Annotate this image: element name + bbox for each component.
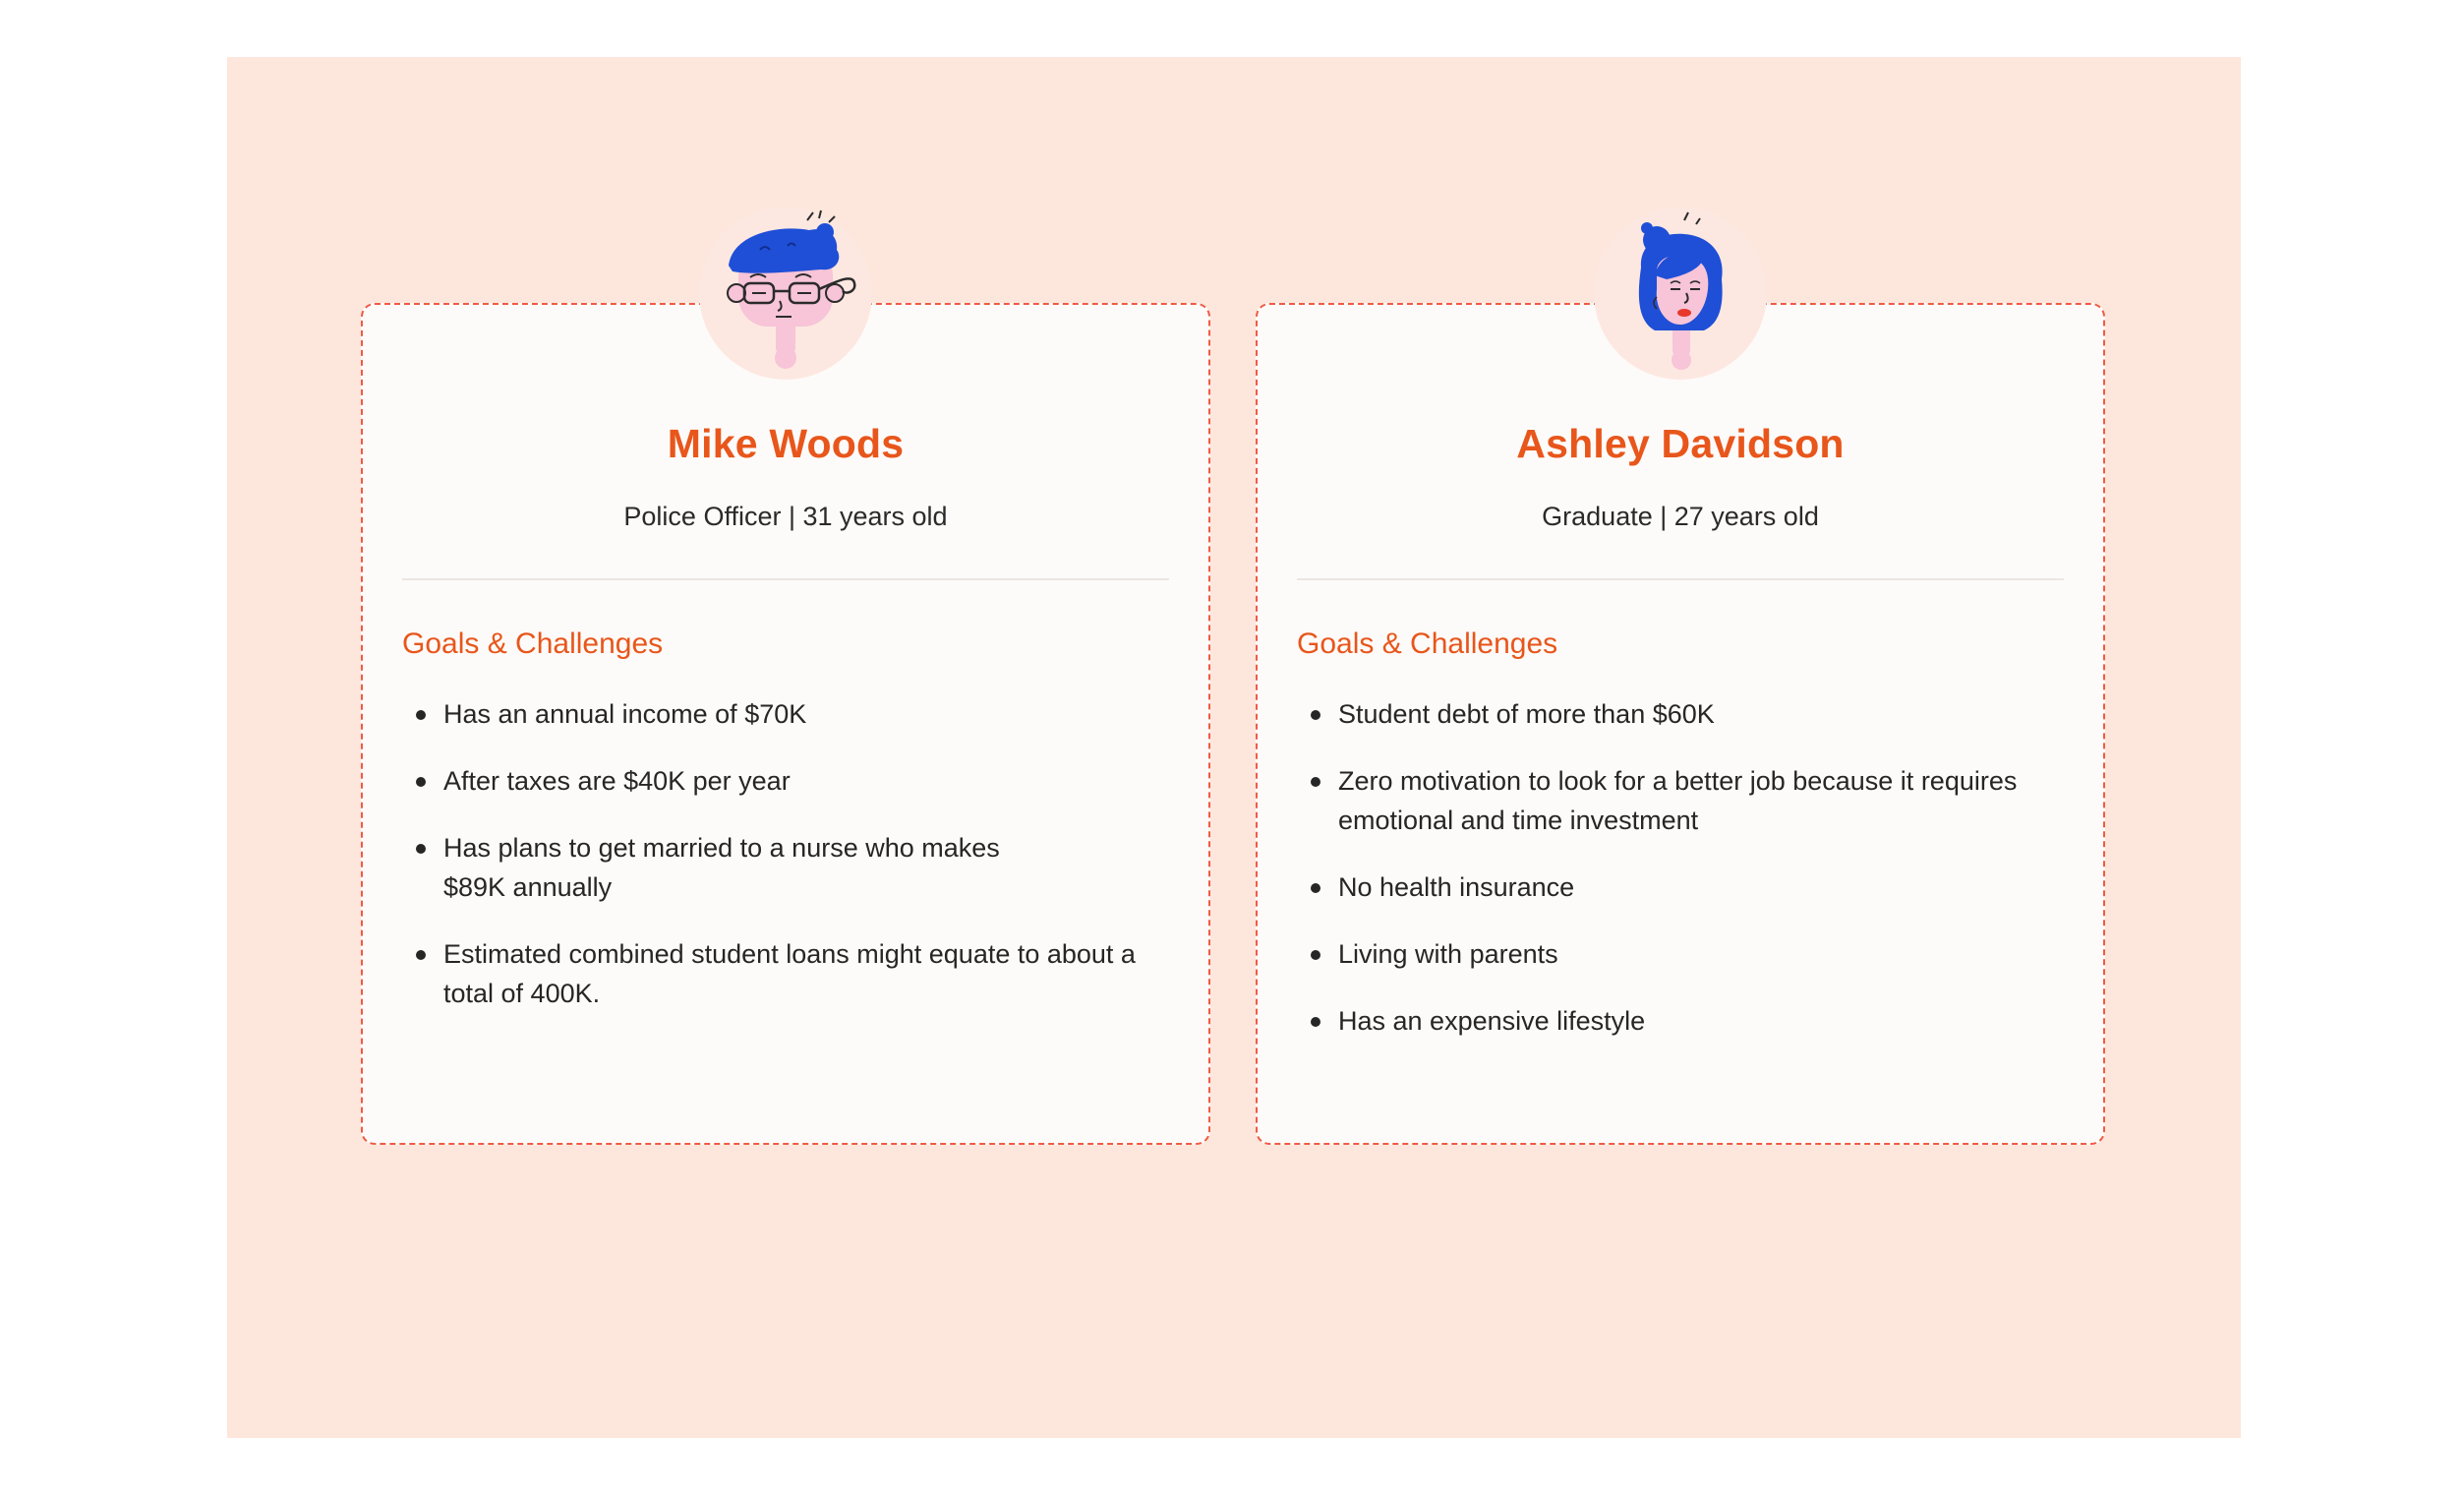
list-item: [402, 694, 1169, 734]
list-item-text: No health insurance: [1338, 872, 1575, 902]
goals-list: [402, 694, 1169, 1041]
list-item-text: Student debt of more than $60K: [1338, 699, 1715, 729]
persona-subtitle: Graduate | 27 years old: [1542, 502, 1819, 531]
list-item-text: Living with parents: [1338, 939, 1558, 969]
list-item-text: After taxes are $40K per year: [443, 766, 791, 796]
bullet-icon: [1311, 710, 1320, 720]
list-item: [1297, 934, 2064, 974]
divider: [402, 578, 1169, 580]
list-item-text: Estimated combined student loans might equate to about a total of 400K.: [443, 939, 1136, 1008]
bullet-icon: [416, 950, 426, 960]
list-item-text: Has plans to get married to a nurse who makes $89K annually: [443, 833, 1000, 902]
persona-card-mike-woods: [361, 303, 1210, 1145]
section-title: Goals & Challenges: [402, 627, 664, 660]
bullet-icon: [416, 844, 426, 854]
avatar: [1594, 207, 1767, 380]
bullet-icon: [1311, 777, 1320, 787]
list-item: [1297, 867, 2064, 907]
man-with-glasses-avatar-icon: [699, 207, 872, 380]
avatar: [699, 207, 872, 380]
bullet-icon: [1311, 883, 1320, 893]
list-item: [1297, 761, 2064, 840]
persona-subtitle: Police Officer | 31 years old: [623, 502, 948, 531]
persona-card-ashley-davidson: [1256, 303, 2105, 1145]
persona-name: Mike Woods: [667, 421, 905, 466]
list-item-text: Has an expensive lifestyle: [1338, 1006, 1646, 1036]
persona-name: Ashley Davidson: [1516, 421, 1845, 466]
list-item: [402, 828, 1169, 907]
list-item-text: Has an annual income of $70K: [443, 699, 807, 729]
bullet-icon: [416, 710, 426, 720]
goals-list: [1297, 694, 2064, 1068]
list-item: [402, 934, 1169, 1013]
woman-with-bun-avatar-icon: [1594, 207, 1767, 380]
list-item: [1297, 1001, 2064, 1041]
divider: [1297, 578, 2064, 580]
section-title: Goals & Challenges: [1297, 627, 1558, 660]
list-item: [402, 761, 1169, 801]
bullet-icon: [1311, 1017, 1320, 1027]
list-item: [1297, 694, 2064, 734]
list-item-text: Zero motivation to look for a better job because it requires emotional and time investment: [1338, 766, 2018, 835]
bullet-icon: [416, 777, 426, 787]
bullet-icon: [1311, 950, 1320, 960]
